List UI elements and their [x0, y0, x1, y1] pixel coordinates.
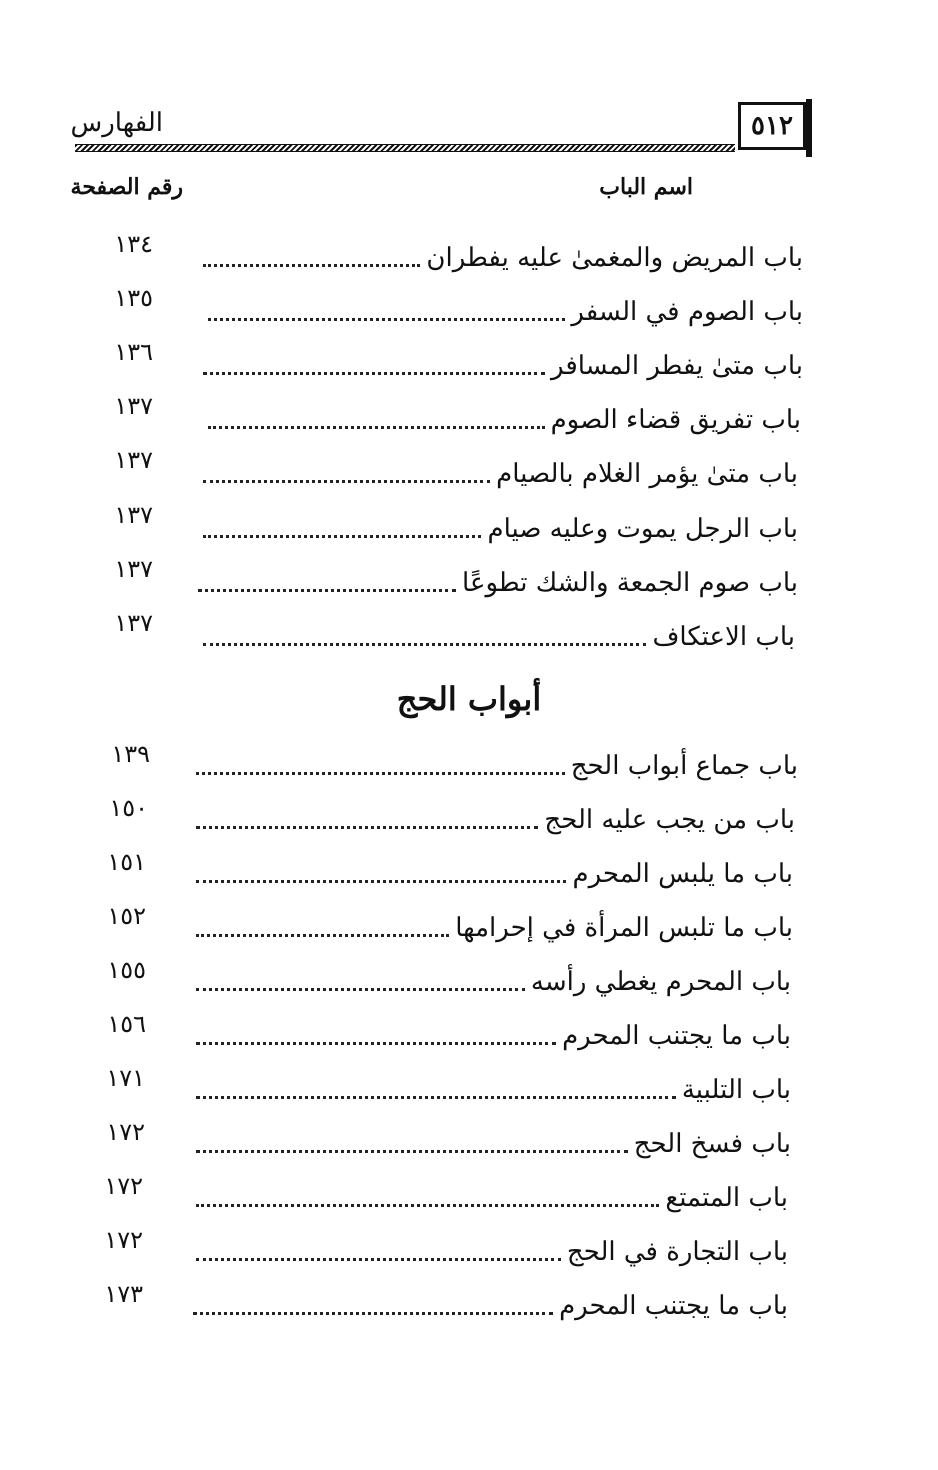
toc-entry: [200, 292, 803, 332]
toc-entry-title: باب جماع أبواب الحج: [570, 751, 798, 781]
dot-leader: [196, 1258, 561, 1261]
toc-entry-page: ١٣٧: [114, 555, 153, 583]
header-rule: [75, 144, 735, 152]
toc-entry: [188, 1232, 788, 1272]
toc-entry: [188, 800, 795, 840]
dot-leader: [198, 589, 456, 592]
toc-entry: [188, 1124, 791, 1164]
toc-entry: [195, 238, 803, 278]
toc-entry-title: باب متىٰ يفطر المسافر: [550, 351, 803, 381]
toc-entry-page: ١٣٧: [114, 446, 153, 474]
toc-entry-title: باب ما يجتنب المحرم: [562, 1021, 791, 1051]
dot-leader: [196, 1096, 676, 1099]
dot-leader: [208, 318, 565, 321]
toc-entry: [195, 509, 798, 549]
dot-leader: [203, 372, 545, 375]
dot-leader: [196, 1042, 556, 1045]
toc-entry: [200, 400, 801, 440]
dot-leader: [196, 880, 566, 883]
toc-entry-title: باب ما يلبس المحرم: [572, 859, 793, 889]
toc-entry-page: ١٥١: [107, 848, 146, 876]
toc-entry-page: ١٧٢: [104, 1226, 143, 1254]
dot-leader: [203, 643, 646, 646]
toc-entry-page: ١٥٢: [107, 902, 146, 930]
toc-entry-title: باب التلبية: [681, 1075, 791, 1105]
dot-leader: [196, 934, 449, 937]
toc-entry: [188, 908, 793, 948]
dot-leader: [196, 1150, 628, 1153]
running-title: الفهارس: [70, 108, 163, 138]
toc-entry-page: ١٣٧: [114, 501, 153, 529]
toc-entry-title: باب الصوم في السفر: [571, 297, 803, 327]
toc-entry-title: باب من يجب عليه الحج: [544, 805, 795, 835]
dot-leader: [193, 1312, 553, 1315]
dot-leader: [203, 480, 490, 483]
toc-entry: [188, 962, 791, 1002]
dot-leader: [196, 1204, 659, 1207]
dot-leader: [196, 772, 565, 775]
toc-entry: [188, 854, 793, 894]
toc-entry-page: ١٥٥: [107, 956, 146, 984]
toc-entry: [190, 563, 798, 603]
page-number: ٥١٢: [738, 102, 806, 150]
column-header-page: رقم الصفحة: [70, 174, 183, 200]
dot-leader: [203, 264, 420, 267]
toc-entry: [188, 1016, 791, 1056]
toc-entry-title: باب المتمتع: [665, 1183, 788, 1213]
toc-entry-page: ١٧١: [106, 1064, 145, 1092]
toc-entry: [195, 454, 798, 494]
toc-entry: [195, 346, 803, 386]
toc-entry-page: ١٥٦: [107, 1010, 146, 1038]
toc-entry: [185, 1286, 788, 1326]
toc-entry-title: باب تفريق قضاء الصوم: [550, 405, 801, 435]
dot-leader: [196, 988, 525, 991]
toc-entry-page: ١٣٦: [114, 338, 153, 366]
toc-entry-title: باب الرجل يموت وعليه صيام: [487, 514, 798, 544]
toc-entry-page: ١٣٩: [111, 740, 150, 768]
toc-entry-title: باب فسخ الحج: [633, 1129, 791, 1159]
toc-entry: [195, 617, 795, 657]
toc-entry-title: باب ما تلبس المرأة في إحرامها: [455, 913, 793, 943]
toc-entry: [188, 1178, 788, 1218]
toc-entry-page: ١٥٠: [109, 794, 148, 822]
toc-entry: [188, 1070, 791, 1110]
section-heading: أبواب الحج: [396, 680, 542, 718]
toc-entry-page: ١٧٢: [106, 1118, 145, 1146]
toc-entry-page: ١٣٧: [114, 392, 153, 420]
toc-entry-title: باب صوم الجمعة والشك تطوعًا: [462, 568, 798, 598]
toc-entry: [188, 746, 798, 786]
toc-entry-title: باب المريض والمغمىٰ عليه يفطران: [426, 243, 803, 273]
toc-entry-page: ١٣٤: [114, 230, 153, 258]
toc-entry-page: ١٧٢: [104, 1172, 143, 1200]
dot-leader: [208, 426, 545, 429]
dot-leader: [203, 535, 481, 538]
toc-entry-title: باب ما يجتنب المحرم: [559, 1291, 788, 1321]
toc-entry-title: باب المحرم يغطي رأسه: [530, 967, 791, 997]
toc-entry-title: باب الاعتكاف: [652, 622, 795, 652]
toc-entry-page: ١٣٥: [114, 284, 153, 312]
toc-entry-page: ١٣٧: [114, 609, 153, 637]
toc-entry-title: باب متىٰ يؤمر الغلام بالصيام: [496, 459, 798, 489]
toc-entry-page: ١٧٣: [104, 1280, 143, 1308]
toc-entry-title: باب التجارة في الحج: [566, 1237, 788, 1267]
dot-leader: [196, 826, 538, 829]
column-header-chapter: اسم الباب: [599, 174, 693, 200]
